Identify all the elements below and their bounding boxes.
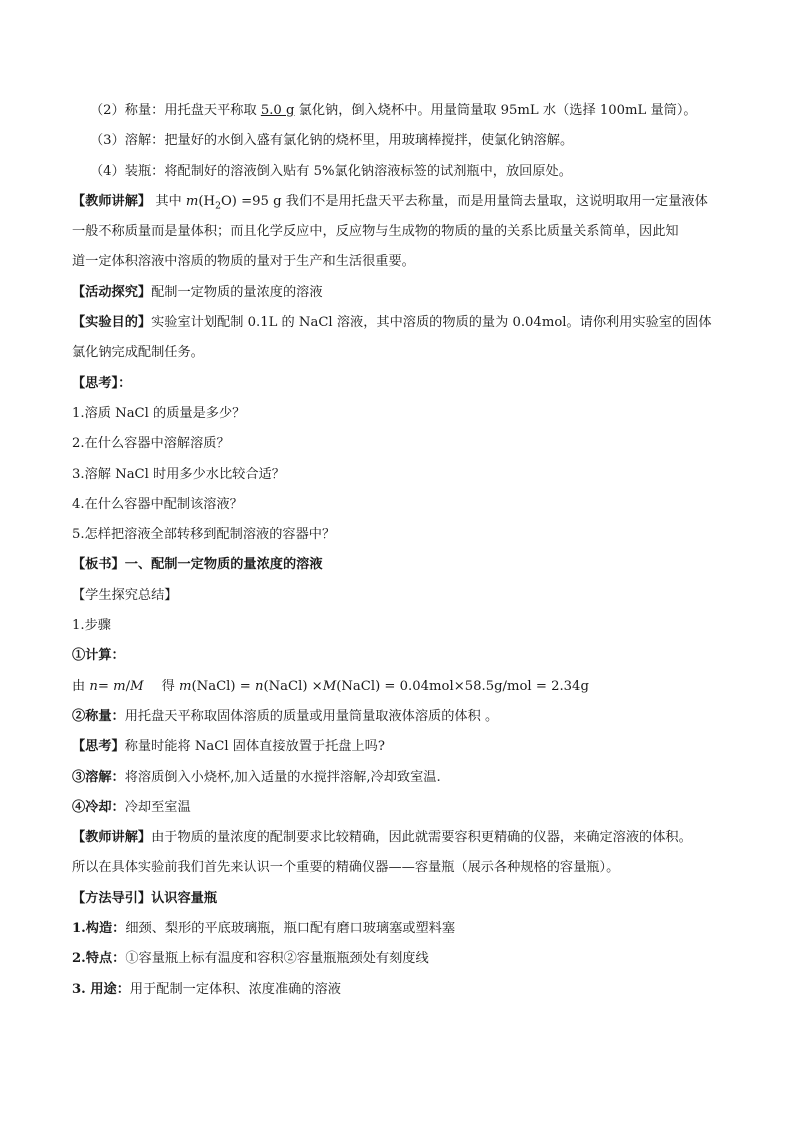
step-calculate-heading: ①计算： bbox=[72, 648, 125, 664]
text-span: 细颈、梨形的平底玻璃瓶，瓶口配有磨口玻璃塞或塑料塞 bbox=[125, 921, 456, 937]
flask-features bbox=[72, 944, 732, 974]
paragraph-dissolving: （3）溶解：把量好的水倒入盛有氯化钠的烧杯里，用玻璃棒搅拌，使氯化钠溶解。 bbox=[90, 133, 574, 149]
subscript: 2 bbox=[215, 200, 221, 212]
section-tag: 1.构造： bbox=[72, 921, 126, 937]
text-span: (H bbox=[198, 193, 216, 209]
text-span: 用于配制一定体积、浓度准确的溶液 bbox=[129, 981, 341, 997]
paragraph-line: 所以在具体实验前我们首先来认识一个重要的精确仪器——容量瓶（展示各种规格的容量瓶）。 bbox=[72, 860, 620, 876]
paragraph-weighing bbox=[72, 96, 732, 126]
text-span: (NaCl) × bbox=[263, 678, 323, 694]
math-var: n bbox=[254, 678, 264, 694]
underlined-answer: 5.0 g bbox=[260, 103, 295, 118]
text-span: 将溶质倒入小烧杯,加入适量的水搅拌溶解,冷却致室温. bbox=[124, 769, 441, 785]
activity-heading bbox=[72, 278, 732, 308]
text-span: 氯化钠，倒入烧杯中。用量筒量取 95mL 水（选择 100mL 量筒）。 bbox=[294, 103, 697, 118]
text-span: (NaCl) = bbox=[191, 678, 255, 694]
text-span: 得 bbox=[161, 678, 180, 694]
section-tag: 2.特点： bbox=[72, 951, 126, 967]
section-tag: ③溶解： bbox=[72, 769, 125, 785]
math-var: M bbox=[322, 678, 337, 694]
section-tag: ④冷却： bbox=[72, 799, 125, 815]
experiment-purpose bbox=[72, 308, 732, 338]
text-span: / bbox=[125, 678, 131, 694]
think-question bbox=[72, 732, 732, 762]
text-span: 称量时能将 NaCl 固体直接放置于托盘上吗? bbox=[124, 739, 385, 755]
paragraph-line: 氯化钠完成配制任务。 bbox=[72, 345, 204, 361]
blackboard-heading: 【板书】一、配制一定物质的量浓度的溶液 bbox=[72, 557, 323, 573]
flask-usage bbox=[72, 975, 732, 1005]
math-var: M bbox=[130, 678, 144, 694]
document-body bbox=[72, 96, 732, 1005]
formula-line bbox=[72, 672, 732, 702]
question-item: 5.怎样把溶液全部转移到配制溶液的容器中？ bbox=[72, 527, 336, 543]
paragraph-line: 一般不称质量而是量体积；而且化学反应中，反应物与生成物的物质的量的关系比质量关系简单，因此知 bbox=[72, 224, 679, 240]
text-span: 用托盘天平称取固体溶质的质量或用量筒量取液体溶质的体积 。 bbox=[124, 708, 499, 724]
section-tag: ②称量： bbox=[72, 708, 125, 724]
flask-structure bbox=[72, 914, 732, 944]
paragraph-bottling: （4）装瓶：将配制好的溶液倒入贴有 5%氯化钠溶液标签的试剂瓶中，放回原处。 bbox=[90, 163, 572, 179]
text-span: 由 bbox=[72, 678, 90, 694]
teacher-explanation-2 bbox=[72, 823, 732, 853]
section-tag: 3. 用途： bbox=[72, 981, 130, 997]
section-tag: 【思考】 bbox=[72, 739, 125, 755]
paragraph-line: 道一定体积溶液中溶质的物质的量对于生产和生活很重要。 bbox=[72, 254, 415, 270]
step-weigh bbox=[72, 702, 732, 732]
question-item: 2.在什么容器中溶解溶质？ bbox=[72, 436, 230, 452]
text-span: 其中 bbox=[151, 193, 186, 209]
student-summary-heading: 【学生探究总结】 bbox=[72, 587, 178, 603]
text-span: ①容量瓶上标有温度和容积②容量瓶瓶颈处有刻度线 bbox=[125, 951, 429, 967]
method-guide-heading: 【方法导引】认识容量瓶 bbox=[72, 890, 218, 906]
text-span: 配制一定物质的量浓度的溶液 bbox=[151, 284, 323, 300]
section-tag: 【教师讲解】 bbox=[72, 830, 152, 846]
question-item: 4.在什么容器中配制该溶液？ bbox=[72, 496, 243, 512]
text-span: 由于物质的量浓度的配制要求比较精确，因此就需要容积更精确的仪器，来确定溶液的体积。 bbox=[151, 830, 692, 846]
section-tag: 【实验目的】 bbox=[72, 315, 152, 331]
question-item: 3.溶解 NaCl 时用多少水比较合适？ bbox=[72, 466, 285, 482]
text-span: = bbox=[97, 678, 114, 694]
question-item: 1.溶质 NaCl 的质量是多少？ bbox=[72, 405, 246, 421]
step-dissolve bbox=[72, 763, 732, 793]
math-var: n bbox=[89, 678, 98, 694]
math-var: m bbox=[113, 678, 126, 694]
think-heading: 【思考】： bbox=[72, 375, 132, 391]
steps-heading: 1.步骤 bbox=[72, 618, 111, 634]
text-span: 冷却至室温 bbox=[124, 799, 191, 815]
section-tag: 【教师讲解】 bbox=[72, 193, 152, 209]
text-span: 实验室计划配制 0.1L 的 NaCl 溶液，其中溶质的物质的量为 0.04mol。请你利用实验室的固体 bbox=[151, 315, 712, 331]
math-var: m bbox=[185, 193, 199, 209]
math-var: m bbox=[179, 678, 192, 694]
text-span: （2）称量：用托盘天平称取 bbox=[90, 103, 261, 118]
teacher-explanation-1 bbox=[72, 187, 732, 217]
section-tag: 【活动探究】 bbox=[72, 284, 152, 300]
text-span: (NaCl) = 0.04mol×58.5g/mol = 2.34g bbox=[336, 678, 589, 694]
step-cool bbox=[72, 793, 732, 823]
text-span: O) =95 g 我们不是用托盘天平去称量，而是用量筒去量取，这说明取用一定量液体 bbox=[220, 193, 708, 209]
